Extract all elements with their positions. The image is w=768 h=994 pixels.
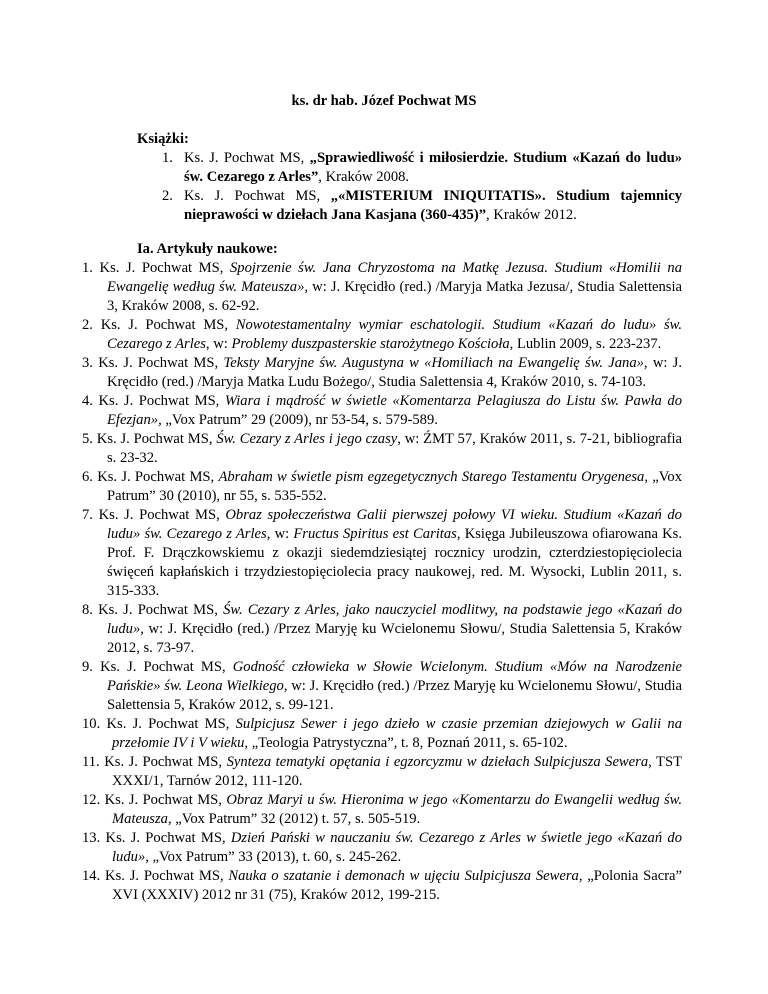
article-item bbox=[82, 468, 682, 506]
article-number: 9. bbox=[82, 659, 93, 675]
article-publication-details: , Księga Jubileuszowa ofiarowana Ks. Prof. F. Drączkowskiemu z okazji siedemdziesiątej rocznicy urodzin, czterdziestopięciolecia święceń kapłańskich i trzydziestopięciolecia pracy naukowej, red. M. Wysocki, Lublin 2011, s. 315-333. bbox=[107, 526, 683, 599]
book-number: 1. bbox=[162, 150, 173, 166]
article-number: 10. bbox=[82, 716, 101, 732]
article-title: Dzień Pański w nauczaniu św. Cezarego z Arles w świetle jego «Kazań do ludu» bbox=[112, 830, 682, 865]
book-title: „Sprawiedliwość i miłosierdzie. Studium «Kazań do ludu» św. Cezarego z Arles” bbox=[184, 150, 682, 185]
book-publication: , Kraków 2012. bbox=[486, 207, 577, 223]
article-author: Ks. J. Pochwat MS, bbox=[104, 792, 227, 808]
article-author: Ks. J. Pochwat MS, bbox=[98, 507, 226, 523]
book-number: 2. bbox=[162, 188, 173, 204]
article-title: Godność człowieka w Słowie Wcielonym. Studium «Mów na Narodzenie Pańskie» św. Leona Wielkiego bbox=[107, 659, 682, 694]
article-item bbox=[82, 259, 682, 316]
article-author: Ks. J. Pochwat MS, bbox=[105, 868, 229, 884]
article-author: Ks. J. Pochwat MS, bbox=[96, 431, 217, 447]
article-number: 3. bbox=[82, 355, 93, 371]
article-publication: , „Teologia Patrystyczna”, t. 8, Poznań 2011, s. 65-102. bbox=[244, 735, 568, 751]
article-title: Obraz Maryi u św. Hieronima w jego «Komentarzu do Ewangelii według św. Mateusza bbox=[112, 792, 682, 827]
article-publication: , w: bbox=[205, 336, 232, 352]
article-publication: , w: ŹMT 57, Kraków 2011, s. 7-21, bibliografia s. 23-32. bbox=[107, 431, 683, 466]
article-item bbox=[82, 392, 682, 430]
article-author: Ks. J. Pochwat MS, bbox=[104, 754, 227, 770]
article-title: Św. Cezary z Arles, jako nauczyciel modlitwy, na podstawie jego «Kazań do ludu» bbox=[107, 602, 683, 637]
article-number: 11. bbox=[82, 754, 100, 770]
article-author: Ks. J. Pochwat MS, bbox=[100, 659, 233, 675]
article-item bbox=[82, 753, 682, 791]
articles-heading: Ia. Artykuły naukowe: bbox=[137, 241, 278, 257]
article-number: 14. bbox=[82, 868, 101, 884]
article-author: Ks. J. Pochwat MS, bbox=[97, 469, 219, 485]
article-title: Obraz społeczeństwa Galii pierwszej połowy VI wieku. Studium «Kazań do ludu» św. Cezarego z Arles bbox=[107, 507, 682, 542]
article-title: Abraham w świetle pism egzegetycznych Starego Testamentu Orygenesa bbox=[218, 469, 645, 485]
article-item bbox=[82, 316, 682, 354]
article-title: Teksty Maryjne św. Augustyna w «Homiliach na Ewangelię św. Jana» bbox=[223, 355, 644, 371]
article-title: Synteza tematyki opętania i egzorcyzmu w dziełach Sulpicjusza Sewera bbox=[226, 754, 649, 770]
article-author: Ks. J. Pochwat MS, bbox=[98, 602, 224, 618]
book-publication: , Kraków 2008. bbox=[318, 169, 410, 185]
article-number: 13. bbox=[82, 830, 101, 846]
article-author: Ks. J. Pochwat MS, bbox=[98, 393, 225, 409]
article-number: 6. bbox=[82, 469, 93, 485]
article-item bbox=[82, 430, 682, 468]
article-number: 5. bbox=[82, 431, 93, 447]
article-item bbox=[82, 354, 682, 392]
book-author: Ks. J. Pochwat MS, bbox=[184, 188, 331, 204]
article-item bbox=[82, 867, 682, 905]
article-publication: , „Vox Patrum” 30 (2010), nr 55, s. 535-552. bbox=[107, 469, 682, 504]
article-publication: , w: J. Kręcidło (red.) /Maryja Matka Ludu Bożego/, Studia Salettensia 4, Kraków 2010, s. 74-103. bbox=[107, 355, 682, 390]
article-title: Św. Cezary z Arles i jego czasy bbox=[216, 431, 398, 447]
document-title: ks. dr hab. Józef Pochwat MS bbox=[291, 93, 477, 109]
article-volume-title: Fructus Spiritus est Caritas bbox=[293, 526, 457, 542]
article-publication: , „Polonia Sacra” XVI (XXXIV) 2012 nr 31 (75), Kraków 2012, 199-215. bbox=[112, 868, 683, 903]
article-author: Ks. J. Pochwat MS, bbox=[100, 317, 236, 333]
books-list bbox=[162, 149, 682, 225]
article-number: 2. bbox=[82, 317, 93, 333]
article-number: 7. bbox=[82, 507, 93, 523]
article-title: Nauka o szatanie i demonach w ujęciu Sulpicjusza Sewera bbox=[228, 868, 579, 884]
book-item bbox=[162, 187, 682, 225]
article-item bbox=[82, 829, 682, 867]
article-publication: , w: J. Kręcidło (red.) /Przez Maryję ku Wcielonemu Słowu/, Studia Salettensia 5, Kraków 2012, s. 73-97. bbox=[107, 621, 682, 656]
article-title: Spojrzenie św. Jana Chryzostoma na Matkę Jezusa. Studium «Homilii na Ewangelię według św. Mateusza» bbox=[107, 260, 683, 295]
article-publication: , w: J. Kręcidło (red.) /Maryja Matka Jezusa/, Studia Salettensia 3, Kraków 2008, s. 62-92. bbox=[107, 279, 682, 314]
article-volume-title: Problemy duszpasterskie starożytnego Kościoła bbox=[231, 336, 510, 352]
book-title: „«MISTERIUM INIQUITATIS». Studium tajemnicy nieprawości w dziełach Jana Kasjana (360-435)” bbox=[184, 188, 682, 223]
article-item bbox=[82, 506, 682, 601]
article-author: Ks. J. Pochwat MS, bbox=[106, 716, 236, 732]
article-item bbox=[82, 791, 682, 829]
books-heading: Książki: bbox=[137, 131, 189, 147]
article-publication: , „Vox Patrum” 33 (2013), t. 60, s. 245-262. bbox=[145, 849, 402, 865]
article-item bbox=[82, 601, 682, 658]
articles-list bbox=[82, 259, 682, 905]
article-author: Ks. J. Pochwat MS, bbox=[98, 355, 224, 371]
article-title: Sulpicjusz Sewer i jego dzieło w czasie przemian dziejowych w Galii na przełomie IV i V wieku bbox=[112, 716, 682, 751]
article-number: 4. bbox=[82, 393, 93, 409]
article-title: Wiara i mądrość w świetle «Komentarza Pelagiusza do Listu św. Pawła do Efezjan», bbox=[107, 393, 682, 428]
article-item bbox=[82, 715, 682, 753]
article-publication: , TST XXXI/1, Tarnów 2012, 111-120. bbox=[112, 754, 682, 789]
article-publication-details: , Lublin 2009, s. 223-237. bbox=[509, 336, 662, 352]
book-author: Ks. J. Pochwat MS, bbox=[184, 150, 310, 166]
article-number: 8. bbox=[82, 602, 93, 618]
article-number: 12. bbox=[82, 792, 101, 808]
article-item bbox=[82, 658, 682, 715]
article-author: Ks. J. Pochwat MS, bbox=[105, 830, 231, 846]
article-number: 1. bbox=[82, 260, 93, 276]
article-publication: „Vox Patrum” 29 (2009), nr 53-54, s. 579-589. bbox=[161, 412, 438, 428]
article-title: Nowotestamentalny wymiar eschatologii. Studium «Kazań do ludu» św. Cezarego z Arles bbox=[107, 317, 682, 352]
article-publication: , w: J. Kręcidło (red.) /Przez Maryję ku Wcielonemu Słowu/, Studia Salettensia 5, Kraków 2012, s. 99-121. bbox=[107, 678, 682, 713]
article-author: Ks. J. Pochwat MS, bbox=[99, 260, 230, 276]
book-item bbox=[162, 149, 682, 187]
article-publication: , „Vox Patrum” 32 (2012) t. 57, s. 505-519. bbox=[167, 811, 421, 827]
article-publication: , w: bbox=[266, 526, 294, 542]
